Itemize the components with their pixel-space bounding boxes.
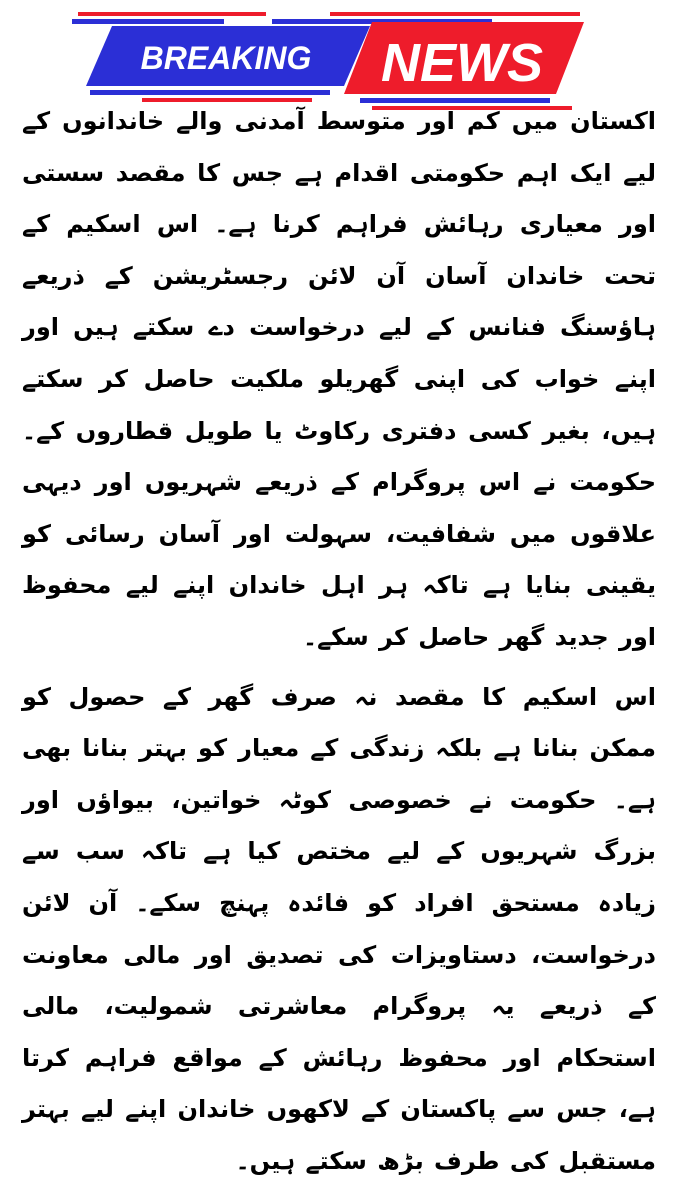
red-stripe-top-left — [78, 12, 266, 16]
article-body — [22, 96, 656, 1187]
article-paragraph-1: اکستان میں کم اور متوسط آمدنی والے خاندانوں کے لیے ایک اہم حکومتی اقدام ہے جس کا مقصد سستی اور معیاری رہائش فراہم کرنا ہے۔ اس اسکیم کے تحت خاندان آسان آن لائن رجسٹریشن کے ذریعے ہاؤسنگ فنانس کے لیے درخواست دے سکتے ہیں اور اپنے خواب کی اپنی گھریلو ملکیت حاصل کر سکتے ہیں، بغیر کسی دفتری رکاوٹ یا طویل قطاروں کے۔ حکومت نے اس پروگرام کے ذریعے شہریوں اور دیہی علاقوں میں شفافیت، سہولت اور آسان رسائی کو یقینی بنایا ہے تاکہ ہر اہل خاندان اپنے لیے محفوظ اور جدید گھر حاصل کر سکے۔ — [22, 107, 656, 651]
news-label: NEWS — [381, 33, 543, 93]
breaking-label: BREAKING — [140, 40, 312, 76]
article-paragraph-2: اس اسکیم کا مقصد نہ صرف گھر کے حصول کو ممکن بنانا ہے بلکہ زندگی کے معیار کو بہتر بنانا بھی ہے۔ حکومت نے خصوصی کوٹہ خواتین، بیواؤں اور بزرگ شہریوں کے لیے مختص کیا ہے تاکہ سب سے زیادہ مستحق افراد کو فائدہ پہنچ سکے۔ آن لائن درخواست، دستاویزات کی تصدیق اور مالی معاونت کے ذریعے یہ پروگرام معاشرتی شمولیت، مالی استحکام اور محفوظ رہائش کے مواقع فراہم کرتا ہے، جس سے پاکستان کے لاکھوں خاندان اپنے لیے بہتر مستقبل کی طرف بڑھ سکتے ہیں۔ — [22, 682, 656, 1175]
red-stripe-top-right — [330, 12, 580, 16]
blue-stripe-top-left — [72, 19, 224, 24]
blue-stripe-bottom-left — [90, 90, 330, 95]
